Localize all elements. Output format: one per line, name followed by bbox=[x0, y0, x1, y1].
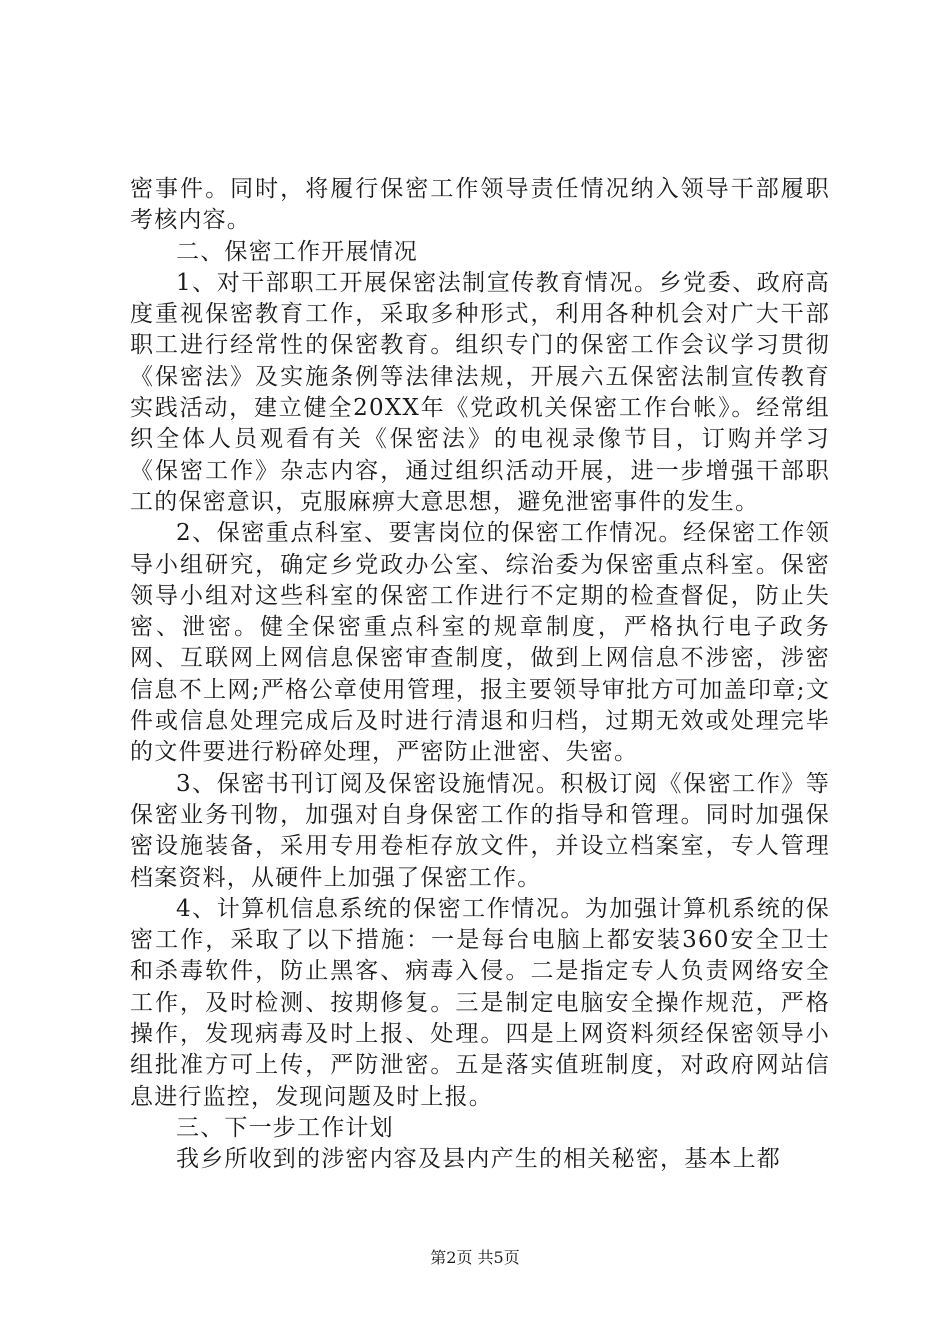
document-body bbox=[130, 174, 830, 1176]
paragraph-1: 1、对干部职工开展保密法制宣传教育情况。乡党委、政府高度重视保密教育工作，采取多种形式，利用各种机会对广大干部职工进行经常性的保密教育。组织专门的保密工作会议学习贯彻《保密法》及实施条例等法律法规，开展六五保密法制宣传教育实践活动，建立健全20XX年《党政机关保密工作台帐》。经常组织全体人员观看有关《保密法》的电视录像节目，订购并学习《保密工作》杂志内容，通过组织活动开展，进一步增强干部职工的保密意识，克服麻痹大意思想，避免泄密事件的发生。 bbox=[130, 269, 830, 515]
section-heading-3: 三、下一步工作计划 bbox=[176, 1114, 394, 1141]
section-heading-2: 二、保密工作开展情况 bbox=[176, 238, 418, 265]
paragraph-4: 4、计算机信息系统的保密工作情况。为加强计算机系统的保密工作，采取了以下措施：一是每台电脑上都安装360安全卫士和杀毒软件，防止黑客、病毒入侵。二是指定专人负责网络安全工作，及时检测、按期修复。三是制定电脑安全操作规范，严格操作，发现病毒及时上报、处理。四是上网资料须经保密领导小组批准方可上传，严防泄密。五是落实值班制度，对政府网站信息进行监控，发现问题及时上报。 bbox=[130, 895, 830, 1110]
paragraph-2: 2、保密重点科室、要害岗位的保密工作情况。经保密工作领导小组研究，确定乡党政办公室、综治委为保密重点科室。保密领导小组对这些科室的保密工作进行不定期的检查督促，防止失密、泄密。健全保密重点科室的规章制度，严格执行电子政务网、互联网上网信息保密审查制度，做到上网信息不涉密，涉密信息不上网;严格公章使用管理，报主要领导审批方可加盖印章;文件或信息处理完成后及时进行清退和归档，过期无效或处理完毕的文件要进行粉碎处理，严密防止泄密、失密。 bbox=[130, 520, 830, 766]
paragraph-continuation: 密事件。同时，将履行保密工作领导责任情况纳入领导干部履职考核内容。 bbox=[130, 176, 830, 234]
paragraph-3: 3、保密书刊订阅及保密设施情况。积极订阅《保密工作》等保密业务刊物，加强对自身保密工作的指导和管理。同时加强保密设施装备，采用专用卷柜存放文件，并设立档案室，专人管理档案资料，从硬件上加强了保密工作。 bbox=[130, 770, 830, 891]
page-number-footer: 第2页 共5页 bbox=[430, 1248, 520, 1267]
paragraph-5: 我乡所收到的涉密内容及县内产生的相关秘密，基本上都 bbox=[176, 1146, 781, 1173]
